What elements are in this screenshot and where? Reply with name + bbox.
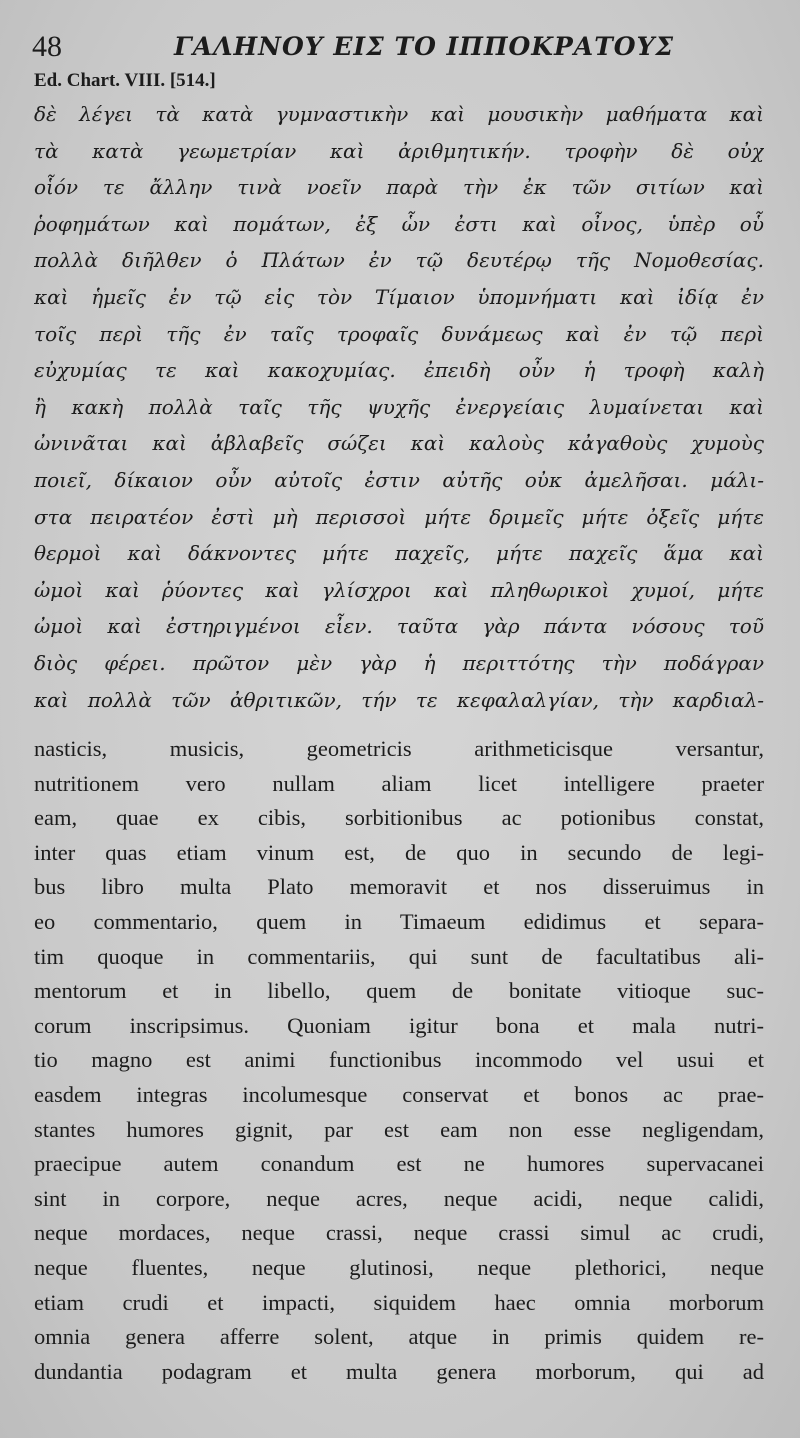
latin-text-line: eam, quae ex cibis, sorbitionibus ac potionibus constat, <box>34 805 764 831</box>
greek-text-line: τοῖς περὶ τῆς ἐν ταῖς τροφαῖς δυνάμεως καὶ ἐν τῷ περὶ <box>34 321 764 346</box>
latin-text-line: easdem integras incolumesque conservat et bonos ac prae- <box>34 1081 764 1107</box>
greek-text-line: ποιεῖ, δίκαιον οὖν αὐτοῖς ἐστιν αὐτῆς οὐκ ἀμελῆσαι. μάλι- <box>34 467 764 492</box>
running-title: ΓΑΛΗΝΟΥ ΕΙΣ ΤΟ ΙΠΠΟΚΡΑΤΟΥΣ <box>174 32 675 61</box>
latin-text-line: nutritionem vero nullam aliam licet intelligere praeter <box>34 770 764 796</box>
latin-text-line: eo commentario, quem in Timaeum edidimus et separa- <box>34 908 764 934</box>
latin-text-line: praecipue autem conandum est ne humores supervacanei <box>34 1151 764 1177</box>
greek-text-block <box>34 96 764 718</box>
page-header <box>32 26 772 66</box>
greek-text-line: καὶ ἡμεῖς ἐν τῷ εἰς τὸν Τίμαιον ὑπομνήματι καὶ ἰδίᾳ ἐν <box>34 284 764 309</box>
greek-text-line: ὠμοὶ καὶ ἐστηριγμένοι εἶεν. ταῦτα γὰρ πάντα νόσους τοῦ <box>34 614 764 639</box>
greek-text-line: στα πειρατέον ἐστὶ μὴ περισσοὶ μήτε δριμεῖς μήτε ὀξεῖς μήτε <box>34 504 764 529</box>
latin-text-line: tio magno est animi functionibus incommodo vel usui et <box>34 1047 764 1073</box>
latin-text-line: tim quoque in commentariis, qui sunt de facultatibus ali- <box>34 943 764 969</box>
latin-text-block <box>34 732 764 1389</box>
greek-text-line: διὸς φέρει. πρῶτον μὲν γὰρ ἡ περιττότης τὴν ποδάγραν <box>34 650 764 675</box>
latin-text-line: sint in corpore, neque acres, neque acidi, neque calidi, <box>34 1185 764 1211</box>
greek-text-line: ἢ κακὴ πολλὰ ταῖς τῆς ψυχῆς ἐνεργείαις λυμαίνεται καὶ <box>34 394 764 419</box>
greek-text-line: πολλὰ διῆλθεν ὁ Πλάτων ἐν τῷ δευτέρῳ τῆς Νομοθεσίας. <box>34 248 764 273</box>
latin-text-line: nasticis, musicis, geometricis arithmeticisque versantur, <box>34 736 764 761</box>
greek-text-line: τὰ κατὰ γεωμετρίαν καὶ ἀριθμητικήν. τροφὴν δὲ οὐχ <box>34 138 764 163</box>
latin-text-line: neque fluentes, neque glutinosi, neque plethorici, neque <box>34 1254 764 1280</box>
greek-text-line: δὲ λέγει τὰ κατὰ γυμναστικὴν καὶ μουσικὴν μαθήματα καὶ <box>34 102 764 126</box>
latin-text-line: corum inscripsimus. Quoniam igitur bona et mala nutri- <box>34 1012 764 1038</box>
latin-text-line: neque mordaces, neque crassi, neque crassi simul ac crudi, <box>34 1220 764 1246</box>
latin-text-line: omnia genera afferre solent, atque in primis quidem re- <box>34 1324 764 1350</box>
page-number: 48 <box>32 30 62 63</box>
show-through-smudge <box>30 710 770 732</box>
edition-reference: Ed. Chart. VIII. [514.] <box>34 70 216 91</box>
latin-text-line: etiam crudi et impacti, siquidem haec omnia morborum <box>34 1289 764 1315</box>
greek-text-line: ῥοφημάτων καὶ πομάτων, ἐξ ὧν ἐστι καὶ οἶνος, ὑπὲρ οὗ <box>34 211 764 236</box>
latin-text-line: dundantia podagram et multa genera morborum, qui ad <box>34 1358 764 1384</box>
greek-text-line: ὠμοὶ καὶ ῥύοντες καὶ γλίσχροι καὶ πληθωρικοὶ χυμοί, μήτε <box>34 577 764 602</box>
latin-text-line: inter quas etiam vinum est, de quo in secundo de legi- <box>34 839 764 865</box>
greek-text-line: καὶ πολλὰ τῶν ἀθριτικῶν, τήν τε κεφαλαλγίαν, τὴν καρδιαλ- <box>34 687 764 712</box>
greek-text-line: εὐχυμίας τε καὶ κακοχυμίας. ἐπειδὴ οὖν ἡ τροφὴ καλὴ <box>34 358 764 383</box>
latin-text-line: mentorum et in libello, quem de bonitate vitioque suc- <box>34 978 764 1004</box>
greek-text-line: ὠνινᾶται καὶ ἀβλαβεῖς σώζει καὶ καλοὺς κἀγαθοὺς χυμοὺς <box>34 431 764 456</box>
greek-text-line: θερμοὶ καὶ δάκνοντες μήτε παχεῖς, μήτε παχεῖς ἅμα καὶ <box>34 541 764 566</box>
greek-text-line: οἷόν τε ἄλλην τινὰ νοεῖν παρὰ τὴν ἐκ τῶν σιτίων καὶ <box>34 175 764 200</box>
latin-text-line: stantes humores gignit, par est eam non esse negligendam, <box>34 1116 764 1142</box>
latin-text-line: bus libro multa Plato memoravit et nos disseruimus in <box>34 874 764 900</box>
